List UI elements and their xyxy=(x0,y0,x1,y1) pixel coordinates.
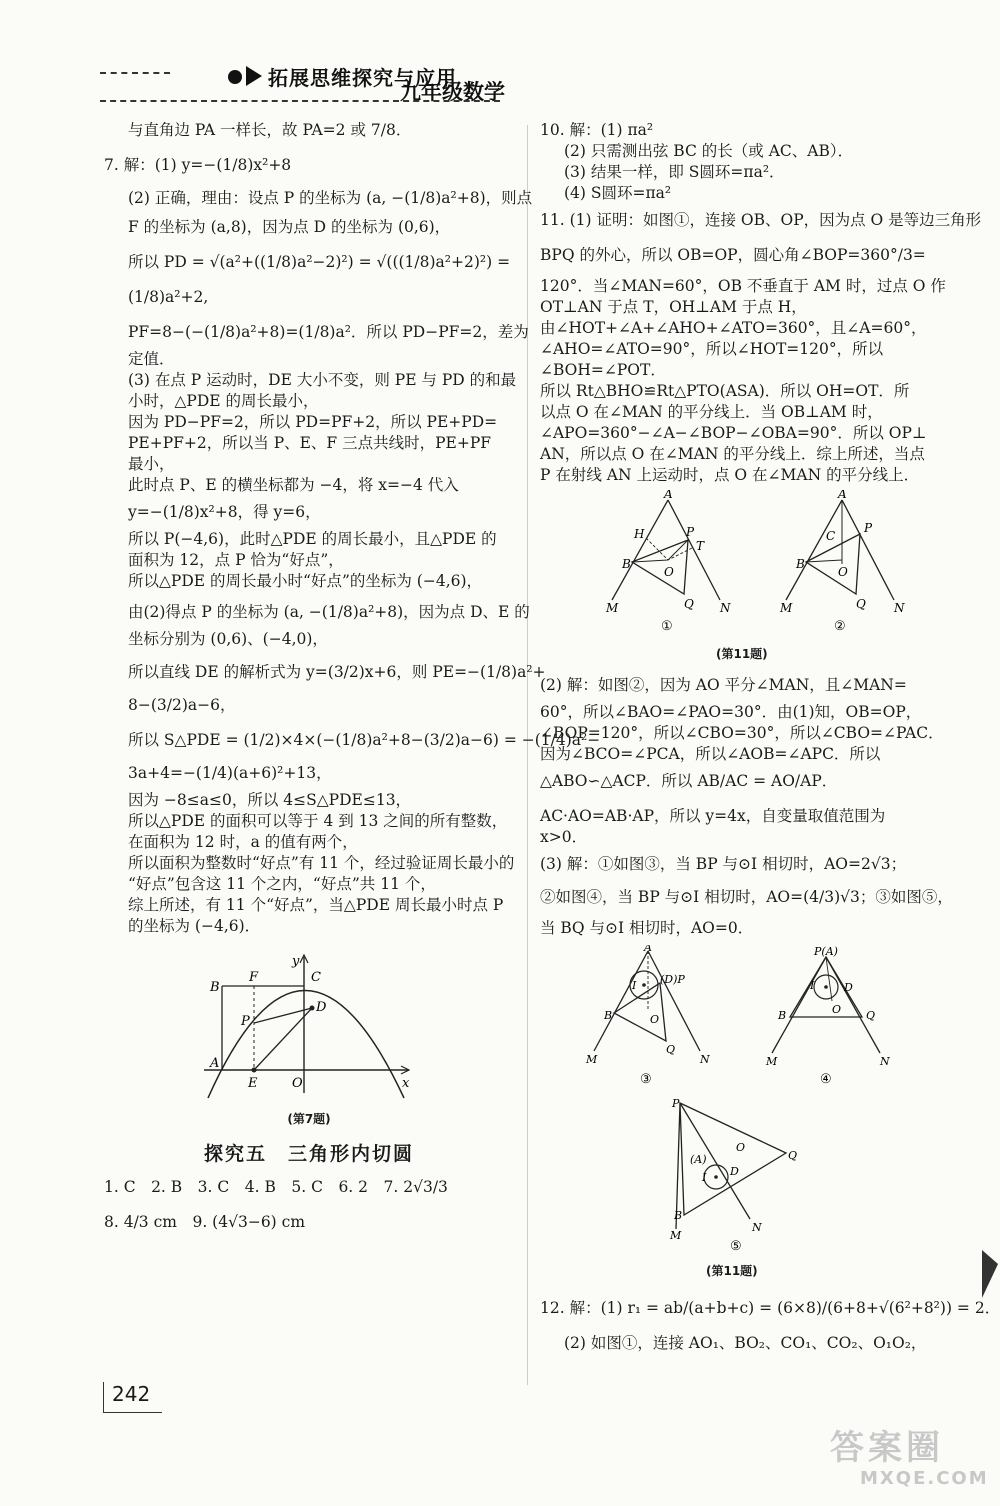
header-dash xyxy=(100,72,170,74)
label-m: M xyxy=(670,1229,682,1242)
figure-11-1 xyxy=(605,490,731,634)
label-q: Q xyxy=(788,1149,798,1162)
triangle-bpq xyxy=(614,983,666,1041)
answer-line: 1. C 2. B 3. C 4. B 5. C 6. 2 7. 2√3/3 xyxy=(104,1178,448,1196)
text-line: 3a+4=−(1/4)(a+6)²+13， xyxy=(128,764,332,782)
text-line: 所以 S△PDE = (1/2)×4×(−(1/8)a²+8−(3/2)a−6) = −(1/4)a²− xyxy=(128,731,601,749)
text-line: “好点”包含这 11 个之内，“好点”共 11 个， xyxy=(128,875,436,893)
label-b: B xyxy=(210,980,220,995)
label-d: D xyxy=(730,1165,739,1178)
label-m: M xyxy=(586,1053,598,1066)
label-i: I xyxy=(632,979,637,992)
center-i xyxy=(714,1175,718,1179)
text-line: ∠BOP=120°，所以∠CBO=30°，所以∠CBO=∠PAC． xyxy=(540,724,944,742)
text-line: (2) 解：如图②，因为 AO 平分∠MAN，且∠MAN= xyxy=(540,676,907,694)
text-line: 所以 Rt△BHO≌Rt△PTO(ASA)．所以 OH=OT．所 xyxy=(540,382,910,400)
text-line: 所以 P(−4,6)，此时△PDE 的周长最小，且△PDE 的 xyxy=(128,530,497,548)
label-x: x xyxy=(402,1076,410,1091)
answer-line: 8. 4/3 cm 9. (4√3−6) cm xyxy=(104,1213,306,1231)
text-line: P 在射线 AN 上运动时，点 O 在∠MAN 的平分线上． xyxy=(540,466,920,484)
text-line: 所以△PDE 的面积可以等于 4 到 13 之间的所有整数， xyxy=(128,812,508,830)
text-line: (2) 正确，理由：设点 P 的坐标为 (a, −(1/8)a²+8)，则点 xyxy=(128,189,533,207)
text-line: 综上所述，有 11 个“好点”，当△PDE 周长最小时点 P xyxy=(128,896,504,914)
text-line: 60°，所以∠BAO=∠PAO=30°．由(1)知，OB=OP， xyxy=(540,703,922,721)
page-number: 242 xyxy=(103,1382,162,1413)
label-e: E xyxy=(248,1076,258,1091)
label-y: y xyxy=(292,954,300,969)
question-12: 12. 解：(1) r₁ = ab/(a+b+c) = (6×8)/(6+8+√(6²+8²)) = 2． xyxy=(540,1299,1000,1317)
text-line: ∠APO=360°−∠A−∠BOP−∠OBA=90°．所以 OP⊥ xyxy=(540,424,927,442)
figure-11-2 xyxy=(779,490,905,634)
book-title: 拓展思维探究与应用 xyxy=(268,66,457,90)
question-11: 11. (1) 证明：如图①，连接 OB、OP，因为点 O 是等边三角形 xyxy=(540,211,982,229)
label-b: B xyxy=(778,1009,787,1022)
text-line: (2) 只需测出弦 BC 的长（或 AC、AB）． xyxy=(564,142,854,160)
text-line: x>0． xyxy=(540,828,588,846)
text-line: (3) 在点 P 运动时，DE 大小不变，则 PE 与 PD 的和最 xyxy=(128,371,517,389)
center-i xyxy=(824,985,828,989)
label-a: A xyxy=(210,1056,220,1071)
label-a: A xyxy=(664,490,673,501)
page-header xyxy=(100,62,520,106)
label-h: H xyxy=(634,527,645,541)
grade-label: 九年级数学 xyxy=(400,80,505,104)
text-line: 在面积为 12 时，a 的值有两个， xyxy=(128,833,358,851)
text-line: (4) S圆环=πa² xyxy=(564,184,672,202)
label-o: O xyxy=(292,1076,303,1091)
figure-number: ⑤ xyxy=(730,1239,742,1254)
center-i xyxy=(642,983,646,987)
parabola xyxy=(208,991,404,1099)
segment-po xyxy=(668,540,688,560)
label-t: T xyxy=(696,539,705,553)
text-line: (3) 结果一样，即 S圆环=πa²． xyxy=(564,163,785,181)
text-line: 所以△PDE 的周长最小时“好点”的坐标为 (−4,6)， xyxy=(128,572,483,590)
figure-11-a-diagram xyxy=(540,490,940,638)
ray-am xyxy=(786,500,842,600)
ray-am xyxy=(594,951,648,1051)
label-p: P xyxy=(241,1014,250,1029)
text-line: 因为 −8≤a≤0，所以 4≤S△PDE≤13， xyxy=(128,791,412,809)
text-line: 由∠HOT+∠A+∠AHO+∠ATO=360°，且∠A=60°， xyxy=(540,319,927,337)
text-line: 坐标分别为 (0,6)、(−4,0)， xyxy=(128,630,328,648)
label-o: O xyxy=(832,1003,842,1016)
figure-number: ② xyxy=(834,619,846,634)
text-line: (1/8)a²+2, xyxy=(128,288,209,306)
figure-11-3 xyxy=(585,945,710,1087)
label-pa: P(A) xyxy=(814,945,838,958)
point-e xyxy=(252,1068,257,1073)
label-q: Q xyxy=(684,597,694,611)
label-n: N xyxy=(894,601,905,615)
figure-7-caption: (第7题) xyxy=(287,1112,331,1126)
label-p: P xyxy=(672,1097,680,1110)
label-i: I xyxy=(810,979,815,992)
label-b: B xyxy=(622,557,631,571)
ray-an xyxy=(668,500,720,600)
label-o: O xyxy=(664,565,674,579)
text-line: 与直角边 PA 一样长，故 PA=2 或 7/8． xyxy=(128,121,412,139)
text-line: 因为 PD−PF=2，所以 PD=PF+2，所以 PE+PD= xyxy=(128,413,498,431)
text-line: (3) 解：①如图③，当 BP 与⊙I 相切时，AO=2√3； xyxy=(540,855,907,873)
text-line: 小时，△PDE 的周长最小， xyxy=(128,392,319,410)
label-b: B xyxy=(674,1209,683,1222)
label-n: N xyxy=(752,1221,762,1234)
question-7: 7. 解：(1) y=−(1/8)x²+8 xyxy=(104,156,292,174)
label-a: A xyxy=(644,945,652,954)
figure-7 xyxy=(104,953,514,1130)
label-o: O xyxy=(650,1013,660,1026)
label-b: B xyxy=(796,557,805,571)
text-line: 所以直线 DE 的解析式为 y=(3/2)x+6，则 PE=−(1/8)a²+ xyxy=(128,663,546,681)
column-divider xyxy=(527,125,528,1385)
label-c: C xyxy=(826,529,836,543)
label-q: Q xyxy=(866,1009,876,1022)
segment-to xyxy=(668,548,692,560)
text-line: 当 BQ 与⊙I 相切时，AO=0． xyxy=(540,919,754,937)
ray-am xyxy=(612,500,668,600)
triangle-bpq xyxy=(806,534,860,594)
label-f: F xyxy=(249,970,259,985)
watermark xyxy=(820,1420,990,1500)
text-line: ∠AHO=∠ATO=90°，所以∠HOT=120°，所以 xyxy=(540,340,884,358)
text-line: 因为∠BCO=∠PCA，所以∠AOB=∠APC．所以 xyxy=(540,745,881,763)
text-line: 所以面积为整数时“好点”有 11 个，经过验证周长最小的 xyxy=(128,854,515,872)
label-c: C xyxy=(311,970,321,985)
label-p: P xyxy=(686,525,695,539)
label-a: A xyxy=(838,490,847,501)
header-underline xyxy=(100,100,500,102)
question-10: 10. 解：(1) πa² xyxy=(540,121,654,139)
figure-11-4 xyxy=(765,945,890,1087)
label-m: M xyxy=(780,601,793,615)
text-line: 最小， xyxy=(128,455,175,473)
label-dp: (D)P xyxy=(660,973,685,986)
label-q: Q xyxy=(856,597,866,611)
header-arrow-icon xyxy=(246,66,262,86)
text-line: 120°．当∠MAN=60°，OB 不垂直于 AM 时，过点 O 作 xyxy=(540,277,946,295)
figure-11-b-diagram xyxy=(540,945,940,1255)
point-d xyxy=(310,1006,315,1011)
figure-number: ④ xyxy=(820,1072,832,1087)
label-n: N xyxy=(700,1053,710,1066)
text-line: ∠BOH=∠POT． xyxy=(540,361,666,379)
text-line: y=−(1/8)x²+8，得 y=6， xyxy=(128,503,321,521)
text-line: PF=8−(−(1/8)a²+8)=(1/8)a²．所以 PD−PF=2，差为 xyxy=(128,323,529,341)
figure-11-a-caption: (第11题) xyxy=(716,647,768,661)
figure-11-a xyxy=(540,490,940,665)
text-line: ②如图④，当 BP 与⊙I 相切时，AO=(4/3)√3；③如图⑤， xyxy=(540,888,953,906)
label-d: D xyxy=(316,1000,327,1015)
text-line: 面积为 12，点 P 恰为“好点”， xyxy=(128,551,344,569)
section-title: 探究五 三角形内切圆 xyxy=(203,1143,414,1165)
ray-an xyxy=(842,500,894,600)
text-line: 由(2)得点 P 的坐标为 (a, −(1/8)a²+8)，因为点 D、E 的 xyxy=(128,603,530,621)
figure-number: ③ xyxy=(640,1072,652,1087)
label-i: I xyxy=(702,1171,707,1184)
text-line: BPQ 的外心，所以 OB=OP，圆心角∠BOP=360°/3= xyxy=(540,246,926,264)
label-b: B xyxy=(604,1009,613,1022)
text-line: 8−(3/2)a−6， xyxy=(128,696,236,714)
text-line: (2) 如图①，连接 AO₁、BO₂、CO₁、CO₂、O₁O₂， xyxy=(564,1334,927,1352)
label-d: D xyxy=(844,981,853,994)
figure-11-b xyxy=(540,945,940,1282)
figure-11-5 xyxy=(669,1097,797,1242)
text-line: △ABO∽△ACP．所以 AB/AC = AO/AP． xyxy=(540,772,838,790)
text-line: AC·AO=AB·AP，所以 y=4x，自变量取值范围为 xyxy=(540,807,886,825)
watermark-site: MXQE.COM xyxy=(860,1468,989,1489)
text-line: 的坐标为 (−4,6)． xyxy=(128,917,261,935)
label-a-paren: (A) xyxy=(690,1153,707,1166)
watermark-logo: 答案圈 xyxy=(830,1428,944,1468)
label-m: M xyxy=(606,601,619,615)
segment-ed xyxy=(254,1008,312,1070)
label-p: P xyxy=(864,521,873,535)
segment-bo xyxy=(806,560,842,562)
right-column xyxy=(540,120,1000,1354)
label-m: M xyxy=(766,1055,778,1068)
text-line: OT⊥AN 于点 T，OH⊥AM 于点 H， xyxy=(540,298,807,316)
label-n: N xyxy=(720,601,731,615)
text-line: AN，所以点 O 在∠MAN 的平分线上．综上所述，当点 xyxy=(540,445,925,463)
text-line: PE+PF+2，所以当 P、E、F 三点共线时，PE+PF xyxy=(128,434,492,452)
label-q: Q xyxy=(666,1043,676,1056)
figure-7-diagram xyxy=(104,953,514,1103)
label-n: N xyxy=(880,1055,890,1068)
text-line: 所以 PD = √(a²+((1/8)a²−2)²) = √(((1/8)a²+2)²) = xyxy=(128,253,511,271)
label-o: O xyxy=(838,565,848,579)
figure-number: ① xyxy=(661,619,673,634)
page-tab-icon xyxy=(982,1250,998,1298)
label-o: O xyxy=(736,1141,746,1154)
text-line: 定值． xyxy=(128,350,175,368)
header-dot-icon xyxy=(228,70,242,84)
text-line: 此时点 P、E 的横坐标都为 −4，将 x=−4 代入 xyxy=(128,476,459,494)
text-line: 以点 O 在∠MAN 的平分线上．当 OB⊥AM 时， xyxy=(540,403,883,421)
figure-11-b-caption: (第11题) xyxy=(706,1264,758,1278)
text-line: F 的坐标为 (a,8)，因为点 D 的坐标为 (0,6)， xyxy=(128,218,451,236)
